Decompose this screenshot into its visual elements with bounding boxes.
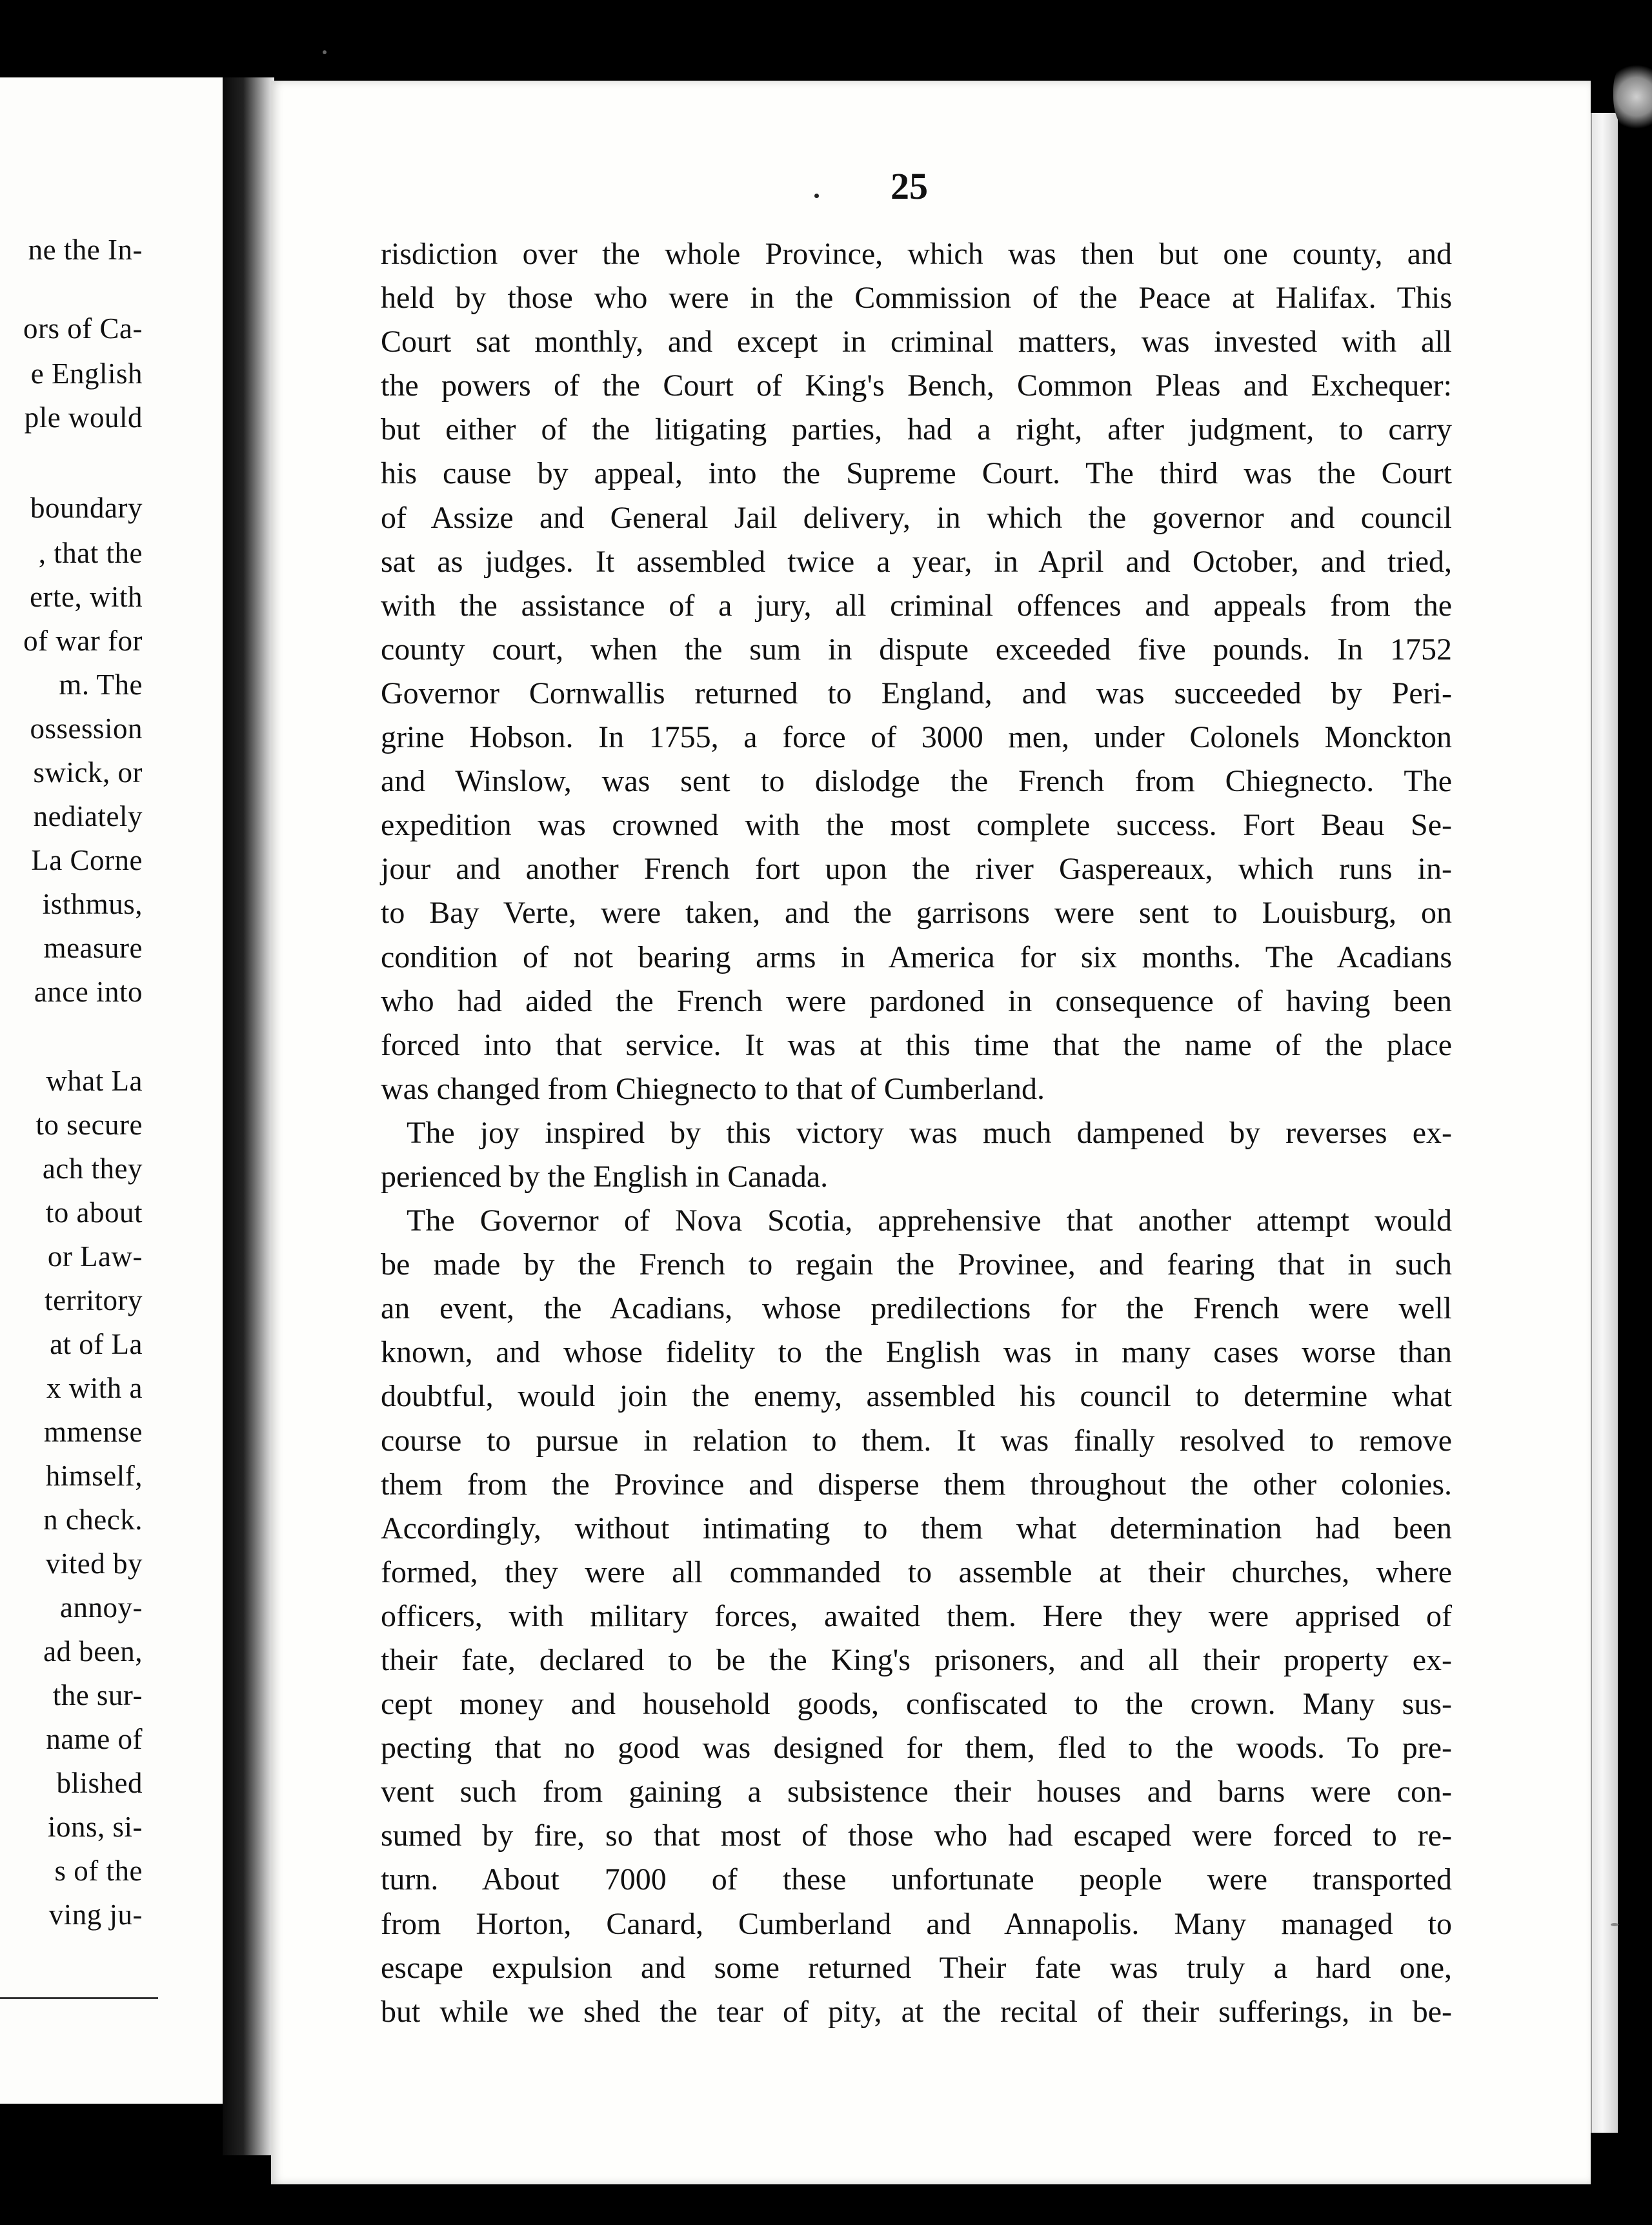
text-line: Governor Cornwallis returned to England, and was succeeded by Peri- — [381, 676, 1452, 710]
text-line: Court sat monthly, and except in criminal matters, was invested with all — [381, 325, 1452, 359]
paragraph-start-line: The Governor of Nova Scotia, apprehensive that another attempt would — [407, 1203, 1452, 1238]
text-line: from Horton, Canard, Cumberland and Annapolis. Many managed to — [381, 1906, 1452, 1941]
text-line: them from the Province and disperse them throughout the other colonies. — [381, 1467, 1452, 1502]
text-line: but either of the litigating parties, had a right, after judgment, to carry — [381, 412, 1452, 447]
text-line: to Bay Verte, were taken, and the garrisons were sent to Louisburg, on — [381, 896, 1452, 931]
left-page-line: what La — [46, 1065, 143, 1097]
text-line: jour and another French fort upon the river Gaspereaux, which runs in- — [381, 852, 1452, 887]
left-page-line: name of — [46, 1723, 143, 1755]
left-page-line: or Law- — [47, 1240, 143, 1273]
left-page-fragment — [0, 77, 227, 2104]
left-page-line: to about — [45, 1196, 143, 1229]
left-page-line: ors of Ca- — [23, 312, 143, 345]
text-line: Accordingly, without intimating to them what determination had been — [381, 1511, 1452, 1545]
text-line: expedition was crowned with the most complete success. Fort Beau Se- — [381, 808, 1452, 843]
text-line: sat as judges. It assembled twice a year, in April and October, and tried, — [381, 544, 1452, 579]
body-text — [381, 232, 1452, 2034]
left-page-line: of war for — [23, 625, 143, 657]
text-line: grine Hobson. In 1755, a force of 3000 men, under Colonels Monckton — [381, 720, 1452, 755]
left-page-line: ach they — [42, 1153, 143, 1185]
text-line: officers, with military forces, awaited them. Here they were apprised of — [381, 1598, 1452, 1633]
text-line: condition of not bearing arms in America for six months. The Acadians — [381, 940, 1452, 974]
left-page-line: erte, with — [30, 581, 143, 613]
text-line: of Assize and General Jail delivery, in which the governor and council — [381, 500, 1452, 535]
text-line: known, and whose fidelity to the English was in many cases worse than — [381, 1335, 1452, 1370]
left-page-line: the sur- — [52, 1679, 143, 1711]
page-number: 25 — [891, 165, 928, 207]
text-line: formed, they were all commanded to assemble at their churches, where — [381, 1555, 1452, 1589]
text-line: the powers of the Court of King's Bench, Common Pleas and Exchequer: — [381, 368, 1452, 403]
book-gutter-shadow — [223, 77, 274, 2155]
left-page-line: ions, si- — [47, 1811, 143, 1843]
left-page-rule — [0, 1997, 158, 1999]
left-page-line: ne the In- — [28, 234, 143, 266]
text-line: sumed by fire, so that most of those who had escaped were forced to re- — [381, 1818, 1452, 1853]
left-page-line: s of the — [54, 1855, 143, 1887]
left-page-line: ance into — [34, 976, 143, 1008]
left-page-line: x with a — [46, 1372, 143, 1404]
left-page-line: territory — [45, 1284, 143, 1316]
text-line: with the assistance of a jury, all criminal offences and appeals from the — [381, 588, 1452, 623]
left-page-line: isthmus, — [42, 888, 143, 920]
left-page-line: ad been, — [43, 1635, 143, 1667]
scan-speck — [323, 50, 327, 54]
text-line: doubtful, would join the enemy, assembled his council to determine what — [381, 1379, 1452, 1414]
left-page-line: nediately — [33, 800, 143, 832]
text-line: vent such from gaining a subsistence their houses and barns were con- — [381, 1775, 1452, 1809]
left-page-line: himself, — [45, 1460, 143, 1492]
left-page-line: ple would — [24, 401, 143, 434]
left-page-line: ving ju- — [48, 1898, 143, 1931]
text-line: course to pursue in relation to them. It was finally resolved to remove — [381, 1423, 1452, 1458]
scan-speck — [1611, 1923, 1618, 1926]
left-page-line: e English — [30, 357, 143, 390]
left-page-line: , that the — [38, 537, 143, 569]
left-page-line: vited by — [45, 1547, 143, 1580]
text-line: escape expulsion and some returned Their fate was truly a hard one, — [381, 1950, 1452, 1985]
text-line: his cause by appeal, into the Supreme Court. The third was the Court — [381, 456, 1452, 491]
text-line: turn. About 7000 of these unfortunate people were transported — [381, 1862, 1452, 1897]
text-line: an event, the Acadians, whose predilections for the French were well — [381, 1291, 1452, 1326]
left-page-line: m. The — [59, 669, 143, 701]
text-line: risdiction over the whole Province, which was then but one county, and — [381, 237, 1452, 271]
left-page-line: blished — [56, 1767, 143, 1799]
text-line: who had aided the French were pardoned in consequence of having been — [381, 983, 1452, 1018]
left-page-line: swick, or — [33, 756, 143, 789]
left-page-line: to secure — [35, 1109, 143, 1141]
left-page-line: mmense — [44, 1416, 143, 1448]
text-line: county court, when the sum in dispute exceeded five pounds. In 1752 — [381, 632, 1452, 667]
paragraph-end-line: perienced by the English in Canada. — [381, 1159, 829, 1194]
left-page-line: La Corne — [31, 844, 143, 876]
paragraph-start-line: The joy inspired by this victory was much dampened by reverses ex- — [407, 1115, 1452, 1150]
text-line: pecting that no good was designed for them, fled to the woods. To pre- — [381, 1731, 1452, 1766]
scan-corner-blot — [1613, 61, 1652, 132]
text-line: their fate, declared to be the King's prisoners, and all their property ex- — [381, 1643, 1452, 1677]
text-line: held by those who were in the Commission of the Peace at Halifax. This — [381, 281, 1452, 316]
left-page-line: at of La — [50, 1328, 143, 1360]
text-line: be made by the French to regain the Provinee, and fearing that in such — [381, 1247, 1452, 1282]
left-page-line: boundary — [30, 492, 143, 524]
text-line: but while we shed the tear of pity, at the recital of their sufferings, in be- — [381, 1994, 1452, 2029]
scan-speck — [814, 194, 819, 198]
left-page-line: measure — [43, 932, 143, 964]
text-line: and Winslow, was sent to dislodge the French from Chiegnecto. The — [381, 764, 1452, 799]
text-line: cept money and household goods, confiscated to the crown. Many sus- — [381, 1687, 1452, 1722]
paragraph-end-line: was changed from Chiegnecto to that of Cumberland. — [381, 1071, 1045, 1106]
left-page-line: ossession — [30, 712, 143, 745]
left-page-line: n check. — [43, 1504, 143, 1536]
page-edge — [1591, 113, 1618, 2133]
text-line: forced into that service. It was at this time that the name of the place — [381, 1027, 1452, 1062]
left-page-line: annoy- — [60, 1591, 143, 1624]
